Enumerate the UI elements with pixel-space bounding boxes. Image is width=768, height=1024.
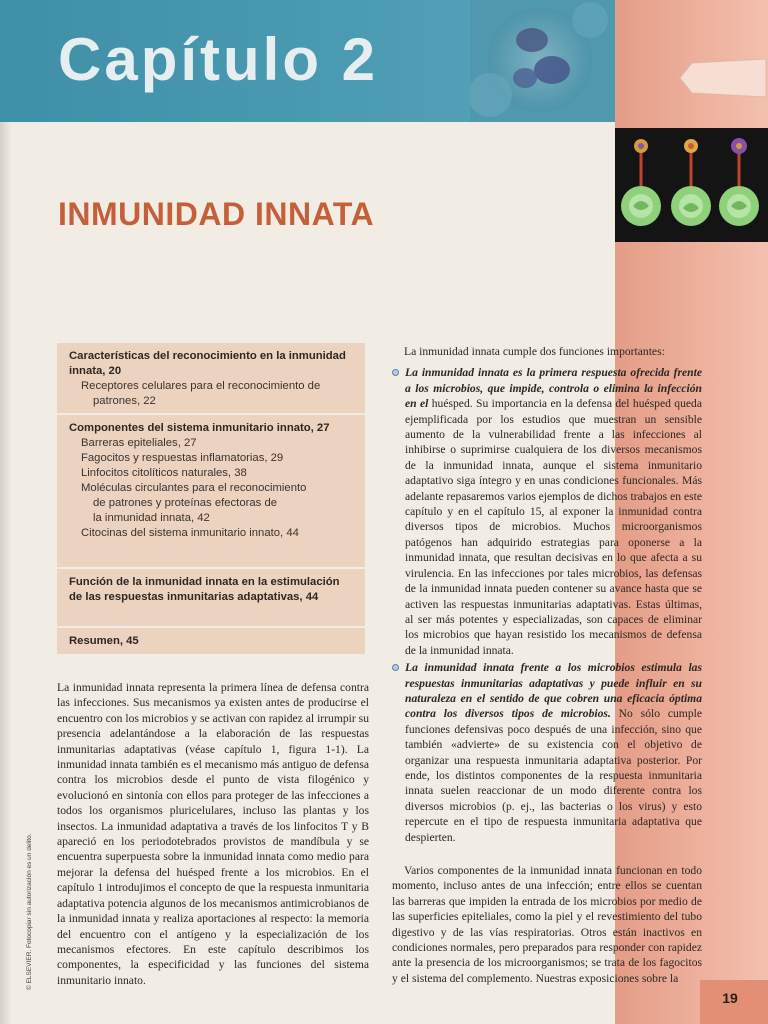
toc-item: Citocinas del sistema inmunitario innato, 44 [81,527,299,539]
toc-section [57,415,365,567]
toc-item: Barreras epiteliales, 27 [81,437,197,449]
function-bullet [392,365,702,658]
toc-section [57,343,365,413]
bullet-icon [392,664,399,671]
copyright-note [24,800,38,990]
bullet-body-text: No sólo cumple funciones defensivas poco después de una infección, sino que también «advierte» de su existencia con el objetivo de organizar una respuesta inmunitaria adaptativa posterior. Por ende, los distintos componentes de la respuesta inmunitaria innata suelen reaccionar de un modo diferente contra los diversos microbios (p. ej., las bacterias o los virus) y esto repercute en el tipo de respuesta inmunitaria adaptativa que despierten. [405,707,702,844]
bullet-body-text: huésped. Su importancia en la defensa del huésped queda ejemplificada por los estudios que muestran un sensible aumento de la vulnerabilidad frente a las infecciones al inhibirse o suprimirse cualquiera de los diversos mecanismos de la inmunidad innata, aunque el sistema inmunitario adaptativo siga íntegro y en unas condiciones funcionales. Más adelante repasaremos varios ejemplos de dichos trabajos en este capítulo y en el capítulo 15, al exponer la inmunidad contra diversos tipos de microbios. Muchos microorganismos patógenos han adquirido estrategias para oponerse a la inmunidad innata, que resultan decisivas en lo que afecta a su virulencia. En las infecciones por tales microbios, las defensas de la inmunidad innata pueden contener su avance hasta que se activen las respuestas inmunitarias adaptativas. Estas últimas, al ser más potentes y especializadas, son capaces de eliminar los microbios que hayan resistido los mecanismos de defensa de la inmunidad innata. [405,397,702,657]
toc-item-text: Moléculas circulantes para el reconocimiento [81,482,307,494]
toc-heading: Componentes del sistema inmunitario innato, 27 [69,422,330,434]
bullet-lead-text: La inmunidad innata frente a los microbios estimula las respuestas inmunitarias adaptativas y puede influir en su naturaleza en el sentido de que cobren una eficacia óptima contra los diversos tipos de microbios. [405,661,702,721]
toc-section [57,569,365,626]
innate-cells-illustration [615,128,768,242]
toc-item: Linfocitos citolíticos naturales, 38 [81,467,247,479]
toc-item-text: Receptores celulares para el reconocimiento de [81,380,321,392]
toc-item: Fagocitos y respuestas inflamatorias, 29 [81,452,284,464]
intro-paragraph: La inmunidad innata cumple dos funciones importantes: [404,345,665,358]
page-gutter-shadow [0,0,12,1024]
left-text-column [57,680,369,988]
page-number-box [700,980,768,1024]
chapter-table-of-contents [57,343,365,654]
bullet-lead-text: La inmunidad innata es la primera respuesta ofrecida frente a los microbios, que impide, controla o elimina la infección en el [405,366,702,411]
body-paragraph: Varios componentes de la inmunidad innata funcionan en todo momento, incluso antes de una infección; entre ellos se cuentan las barreras que impiden la entrada de los microbios por medio de las superficies epiteliales, como la piel y el revestimiento del tubo digestivo y de las vías respiratorias. Otros están inactivos en condiciones normales, pero preparados para responder con rapidez ante la presencia de los microorganismos; se trata de los fagocitos y el sistema del complemento. Nuestras exposiciones sobre la [392,864,702,985]
toc-item-text: patrones, 22 [93,395,156,407]
body-paragraph: La inmunidad innata representa la primera línea de defensa contra las infecciones. Sus mecanismos ya existen antes de producirse el encuentro con los microbios y se activan con rapidez al irrumpir su presencia adelantándose a la elaboración de las respuestas inmunitarias adaptativas (véase capítulo 1, figura 1-1). La inmunidad innata también es el mecanismo más antiguo de defensa contra los microbios desde el punto de vista filogénico y evolucionó en sintonía con ellos para proteger de las infecciones a todos los organismos pluricelulares, incluso las plantas y los insectos. La inmunidad adaptativa a través de los linfocitos T y B apareció en los periodotebrados provistos de mandíbula y se encuentra superpuesta sobre la inmunidad innata como medio para mejorar la defensa del huésped frente a los microbios. En el capítulo 1 introdujimos el concepto de que la respuesta inmunitaria adaptativa potencia algunos de los mecanismos antimicrobianos de la inmunidad innata y realiza aportaciones al respecto: la memoria del encuentro con el antígeno y la especialización de los mecanismos efectores. En este capítulo describimos los componentes, la especificidad y las funciones del sistema inmunitario innato. [57,681,369,987]
copyright-text: © ELSEVIER. Fotocopiar sin autorización es un delito. [26,833,33,990]
toc-item-text: de patrones y proteínas efectoras de [93,497,278,509]
page-tab-marker [678,55,768,101]
micrograph-image [470,0,615,122]
bullet-icon [392,369,399,376]
chapter-main-heading: INMUNIDAD INNATA [58,196,375,232]
toc-item [81,379,353,409]
function-bullet [392,660,702,845]
page-number: 19 [722,990,738,1006]
toc-section [57,628,365,654]
toc-heading: Función de la inmunidad innata en la estimulación de las respuestas inmunitarias adaptativas, 44 [69,576,340,603]
toc-heading: Características del reconocimiento en la inmunidad innata, 20 [69,350,346,377]
toc-heading: Resumen, 45 [69,635,139,647]
chapter-title: Capítulo 2 [58,26,379,93]
toc-item [81,481,353,526]
toc-item-text: la inmunidad innata, 42 [93,512,210,524]
right-text-column [392,344,702,986]
